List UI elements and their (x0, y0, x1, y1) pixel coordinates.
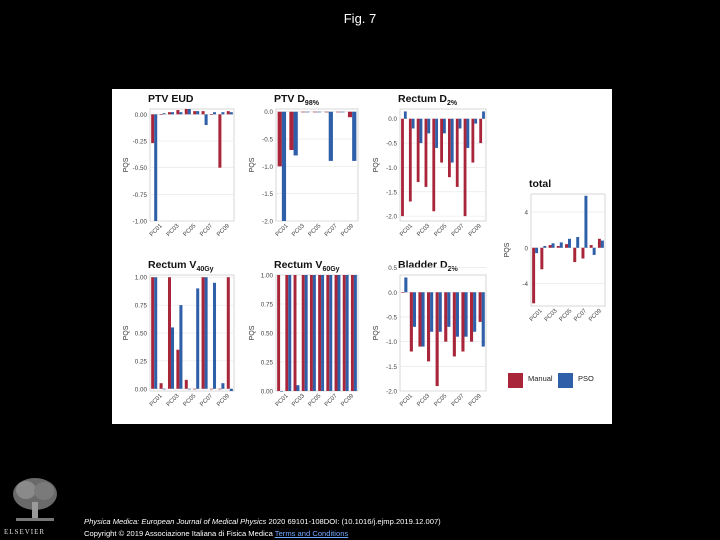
bar-manual (425, 119, 428, 187)
bar-pso (576, 237, 579, 248)
x-tick-label: PC07 (450, 223, 466, 239)
bar-pso (171, 327, 174, 388)
x-tick-label: PC03 (416, 393, 432, 409)
y-tick-label: -1.0 (386, 339, 397, 347)
bar-pso (280, 391, 283, 392)
chart-svg (495, 176, 609, 336)
chart-rectum-v60 (240, 257, 362, 421)
legend-manual-swatch (508, 373, 523, 388)
y-axis-label: PQS (123, 325, 130, 341)
bar-manual (336, 112, 340, 113)
bar-manual (464, 119, 467, 216)
bar-pso (404, 111, 407, 118)
x-tick-label: PC01 (528, 308, 544, 324)
bar-pso (188, 109, 191, 114)
chart-ptv-eud (114, 91, 238, 251)
x-tick-label: PC05 (558, 308, 574, 324)
bar-manual (151, 277, 154, 389)
bar-pso (352, 112, 356, 161)
bar-pso (305, 112, 309, 113)
y-tick-label: 0.50 (134, 330, 147, 338)
y-tick-label: 0.0 (264, 109, 273, 117)
figure-panel (112, 89, 612, 424)
bar-pso (163, 113, 166, 114)
chart-svg (240, 91, 362, 251)
y-tick-label: 0.00 (134, 386, 147, 394)
bar-manual (409, 119, 412, 202)
bar-manual (202, 277, 205, 389)
bar-pso (213, 283, 216, 389)
y-tick-label: -0.5 (262, 136, 273, 144)
x-tick-label: PC03 (416, 223, 432, 239)
x-tick-label: PC03 (165, 223, 181, 239)
x-tick-label: PC07 (323, 393, 339, 409)
chart-title-sub: 40Gy (196, 266, 214, 274)
y-tick-label: 0.0 (388, 116, 397, 124)
x-tick-label: PC05 (433, 393, 449, 409)
bar-manual (193, 389, 196, 390)
y-tick-label: -0.5 (386, 314, 397, 322)
bar-pso (230, 389, 233, 391)
bar-manual (540, 248, 543, 270)
citation-details: 2020 69101-108DOI: (10.1016/j.ejmp.2019.12.007) (266, 517, 441, 526)
bar-manual (227, 111, 230, 114)
x-tick-label: PC01 (274, 223, 290, 239)
bar-pso (465, 292, 468, 336)
y-tick-label: 0.0 (388, 289, 397, 297)
bar-pso (593, 248, 596, 255)
chart-rectum-d2 (364, 91, 490, 251)
y-tick-label: 0.00 (134, 111, 147, 119)
bar-manual (326, 275, 329, 391)
bar-manual (448, 119, 451, 177)
x-tick-label: PC09 (588, 308, 604, 324)
y-tick-label: 0.75 (134, 302, 147, 310)
bar-manual (436, 292, 439, 386)
chart-total (495, 176, 609, 336)
bar-manual (401, 292, 404, 293)
chart-title-sub: 98% (304, 100, 319, 108)
bar-manual (294, 275, 297, 391)
chart-svg (114, 91, 238, 251)
bar-manual (573, 248, 576, 262)
bar-manual (565, 244, 568, 248)
chart-title-sub: 2% (447, 100, 458, 108)
plot-area (276, 109, 358, 221)
legend-pso-swatch (558, 373, 573, 388)
bar-pso (430, 292, 433, 331)
bar-pso (205, 114, 208, 125)
y-tick-label: -1.0 (386, 164, 397, 172)
bar-manual (210, 389, 213, 390)
y-tick-label: -4 (522, 281, 528, 289)
bar-manual (318, 275, 321, 391)
bar-pso (321, 275, 324, 391)
bar-pso (221, 112, 224, 114)
bar-manual (324, 112, 328, 113)
x-tick-label: PC05 (182, 393, 198, 409)
citation-journal: Physica Medica: European Journal of Medical Physics (84, 517, 267, 526)
bar-pso (230, 112, 233, 114)
bar-manual (471, 119, 474, 163)
chart-svg (114, 257, 238, 421)
x-tick-label: PC05 (307, 223, 323, 239)
bar-manual (432, 119, 435, 212)
bar-pso (338, 275, 341, 391)
bar-pso (474, 119, 477, 124)
bar-pso (473, 292, 476, 331)
y-tick-label: -0.25 (132, 138, 147, 146)
chart-bladder-d2 (364, 257, 490, 421)
x-tick-label: PC03 (165, 393, 181, 409)
y-tick-label: 0.50 (260, 330, 273, 338)
bar-pso (568, 239, 571, 248)
bar-pso (354, 275, 357, 391)
bar-pso (221, 383, 224, 389)
bar-pso (427, 119, 430, 134)
y-axis-label: PQS (249, 157, 256, 173)
bar-pso (329, 112, 333, 161)
bar-pso (154, 277, 157, 389)
bar-manual (185, 109, 188, 114)
bar-manual (461, 292, 464, 351)
chart-title-main: total (529, 178, 552, 190)
bar-pso (447, 292, 450, 327)
bar-manual (401, 119, 404, 216)
bar-pso (340, 112, 344, 113)
bar-pso (179, 305, 182, 389)
bar-pso (163, 389, 166, 390)
bar-manual (210, 114, 213, 115)
terms-link[interactable]: Terms and Conditions (274, 529, 349, 538)
bar-pso (282, 112, 286, 221)
bar-manual (277, 275, 280, 391)
y-tick-label: 0.75 (260, 301, 273, 309)
x-tick-label: PC07 (199, 393, 215, 409)
legend-pso-label: PSO (578, 374, 594, 383)
bar-pso (560, 242, 563, 247)
x-tick-label: PC07 (323, 223, 339, 239)
bar-manual (176, 350, 179, 389)
bar-manual (151, 114, 154, 143)
x-tick-label: PC09 (216, 223, 232, 239)
y-axis-label: PQS (123, 157, 130, 173)
bar-pso (601, 241, 604, 248)
bar-pso (305, 275, 308, 391)
y-axis-label: PQS (373, 157, 380, 173)
bar-pso (535, 248, 538, 253)
chart-rectum-v40 (114, 257, 238, 421)
bar-manual (351, 275, 354, 391)
bar-pso (188, 389, 191, 390)
bar-manual (310, 275, 313, 391)
bar-manual (456, 119, 459, 187)
y-axis-label: PQS (373, 325, 380, 341)
bar-manual (160, 383, 163, 389)
bar-pso (543, 246, 546, 248)
legend-manual-label: Manual (528, 374, 553, 383)
y-tick-label: -1.0 (262, 163, 273, 171)
bar-pso (435, 119, 438, 148)
bar-manual (227, 277, 230, 389)
bar-pso (213, 112, 216, 114)
bar-manual (302, 275, 305, 391)
bar-pso (317, 112, 321, 113)
y-axis-label: PQS (249, 325, 256, 341)
bar-manual (549, 245, 552, 248)
bar-manual (335, 275, 338, 391)
bar-manual (289, 112, 293, 150)
bar-manual (598, 239, 601, 248)
bar-manual (185, 380, 188, 389)
x-tick-label: PC01 (148, 393, 164, 409)
bar-pso (196, 111, 199, 114)
citation-copyright: Copyright © 2019 Associazione Italiana di Fisica Medica (84, 529, 273, 538)
x-tick-label: PC07 (573, 308, 589, 324)
bar-pso (439, 292, 442, 331)
y-tick-label: 0.00 (260, 388, 273, 396)
bar-pso (288, 275, 291, 391)
bar-manual (218, 389, 221, 390)
bar-manual (313, 112, 317, 113)
bar-manual (278, 112, 282, 167)
x-tick-label: PC05 (182, 223, 198, 239)
chart-svg (364, 91, 490, 251)
bar-pso (482, 292, 485, 346)
y-tick-label: -2.0 (386, 388, 397, 396)
y-tick-label: -2.0 (386, 213, 397, 221)
y-tick-label: 0.5 (388, 265, 397, 273)
chart-title-main: Rectum V (274, 259, 323, 271)
y-tick-label: -0.5 (386, 140, 397, 148)
chart-title-main: PTV EUD (148, 93, 194, 105)
y-tick-label: -1.5 (262, 191, 273, 199)
x-tick-label: PC05 (433, 223, 449, 239)
x-tick-label: PC09 (340, 223, 356, 239)
bar-manual (418, 292, 421, 346)
chart-title-main: Rectum D (398, 93, 448, 105)
bar-manual (557, 246, 560, 248)
bar-manual (453, 292, 456, 356)
bar-manual (479, 292, 482, 322)
bar-pso (404, 277, 407, 292)
chart-ptv-d98 (240, 91, 362, 251)
bar-manual (581, 248, 584, 259)
bar-manual (590, 245, 593, 248)
bar-pso (422, 292, 425, 346)
legend (504, 370, 604, 392)
bar-manual (417, 119, 420, 182)
x-tick-label: PC09 (467, 223, 483, 239)
chart-title-main: Rectum V (148, 259, 197, 271)
chart-title-main: PTV D (274, 93, 305, 105)
bar-manual (218, 114, 221, 167)
bar-manual (532, 248, 535, 304)
y-tick-label: 0 (524, 245, 528, 253)
y-tick-label: -0.75 (132, 191, 147, 199)
bar-manual (410, 292, 413, 351)
bar-manual (193, 111, 196, 114)
elsevier-wordmark: ELSEVIER (4, 528, 46, 536)
bar-manual (444, 292, 447, 341)
x-tick-label: PC01 (399, 393, 415, 409)
y-tick-label: -2.0 (262, 218, 273, 226)
x-tick-label: PC05 (307, 393, 323, 409)
x-tick-label: PC03 (291, 393, 307, 409)
y-tick-label: -1.5 (386, 363, 397, 371)
chart-svg (364, 257, 490, 421)
bar-manual (301, 112, 305, 113)
y-tick-label: 1.00 (260, 272, 273, 280)
bar-pso (466, 119, 469, 148)
figure-title: Fig. 7 (343, 11, 377, 26)
x-tick-label: PC07 (450, 393, 466, 409)
bar-pso (459, 119, 462, 129)
x-tick-label: PC09 (216, 393, 232, 409)
bar-manual (168, 277, 171, 389)
bar-pso (420, 119, 423, 143)
chart-svg (240, 257, 362, 421)
x-tick-label: PC01 (148, 223, 164, 239)
bar-pso (196, 288, 199, 388)
x-tick-label: PC03 (291, 223, 307, 239)
y-tick-label: -1.5 (386, 189, 397, 197)
chart-title-main: Bladder D (398, 259, 448, 271)
bar-manual (479, 119, 482, 143)
bar-pso (451, 119, 454, 163)
x-tick-label: PC01 (274, 393, 290, 409)
bar-pso (584, 196, 587, 248)
citation (84, 516, 441, 540)
y-tick-label: -0.50 (132, 165, 147, 173)
y-tick-label: 0.25 (260, 359, 273, 367)
bar-pso (482, 111, 485, 118)
chart-title-sub: 60Gy (322, 266, 340, 274)
y-tick-label: -1.00 (132, 218, 147, 226)
bar-manual (285, 275, 288, 391)
bar-manual (470, 292, 473, 341)
bar-manual (427, 292, 430, 361)
bar-pso (294, 112, 298, 156)
bar-pso (171, 112, 174, 114)
bar-pso (313, 275, 316, 391)
y-axis-label: PQS (504, 242, 511, 258)
x-tick-label: PC01 (399, 223, 415, 239)
bar-manual (168, 112, 171, 114)
bar-pso (329, 275, 332, 391)
x-tick-label: PC09 (340, 393, 356, 409)
bar-pso (205, 277, 208, 389)
y-tick-label: 1.00 (134, 274, 147, 282)
bar-manual (176, 110, 179, 114)
bar-manual (343, 275, 346, 391)
bar-pso (443, 119, 446, 134)
elsevier-tree-logo (6, 474, 64, 532)
bar-manual (348, 112, 352, 117)
bar-manual (202, 111, 205, 114)
chart-title-sub: 2% (447, 266, 458, 274)
bar-pso (412, 119, 415, 129)
bar-pso (297, 385, 300, 391)
bar-pso (552, 243, 555, 247)
bar-pso (179, 112, 182, 114)
bar-pso (413, 292, 416, 327)
y-tick-label: 0.25 (134, 358, 147, 366)
bar-pso (346, 275, 349, 391)
bar-manual (160, 114, 163, 115)
bar-manual (440, 119, 443, 163)
bar-pso (456, 292, 459, 336)
y-tick-label: 4 (524, 209, 528, 217)
x-tick-label: PC07 (199, 223, 215, 239)
bar-pso (154, 114, 157, 221)
x-tick-label: PC09 (467, 393, 483, 409)
x-tick-label: PC03 (543, 308, 559, 324)
